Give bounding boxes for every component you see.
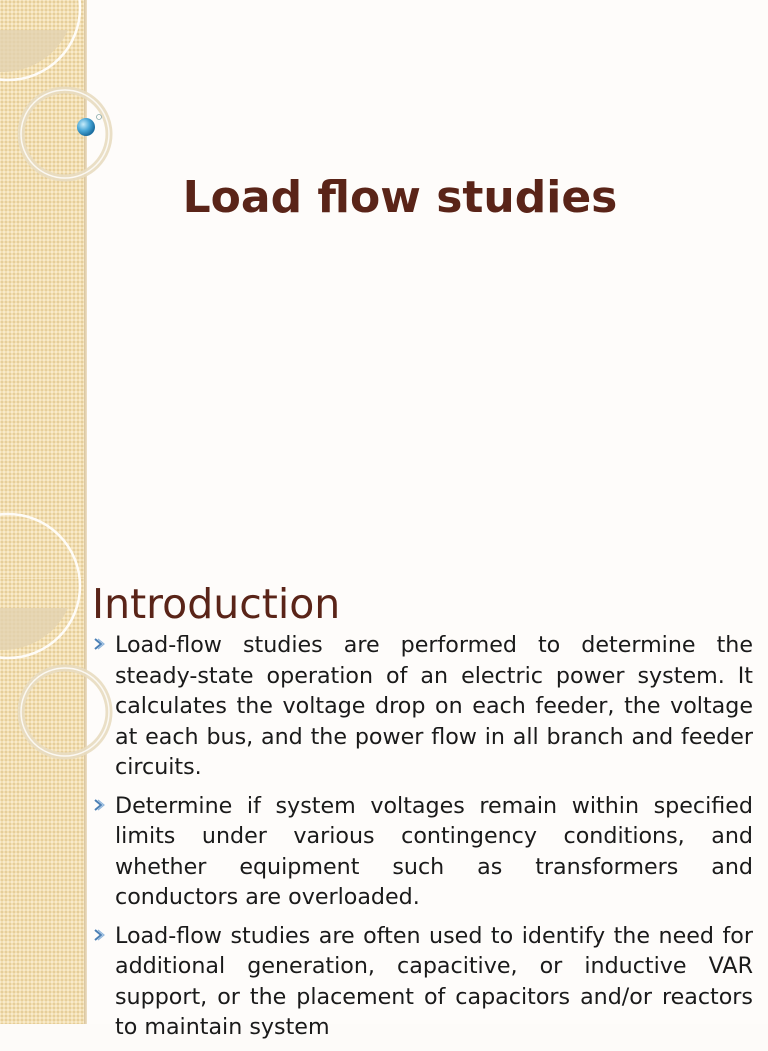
bullet-arrow-icon	[92, 637, 106, 651]
decorative-rings	[0, 0, 140, 200]
bullet-item	[92, 921, 753, 1043]
bullet-item	[92, 630, 753, 783]
bullet-list	[92, 630, 753, 1051]
ring-fill	[0, 30, 68, 72]
slide-heading: Introduction	[92, 580, 341, 628]
bullet-arrow-icon	[92, 798, 106, 812]
slide-title-text: Load flow studies	[182, 172, 618, 223]
bullet-text: Determine if system voltages remain within specified limits under various contingency conditions, and whether equipment such as transformers and conductors are overloaded.	[115, 792, 753, 910]
bullet-item	[92, 791, 753, 913]
ring-middle-highlight	[21, 90, 109, 178]
bullet-text: Load-flow studies are often used to identify the need for additional generation, capacitive, or inductive VAR support, or the placement of capacitors and/or reactors to maintain system	[115, 922, 753, 1040]
orb-small-icon	[97, 115, 102, 120]
bullet-arrow-icon	[92, 928, 106, 942]
orb-icon	[77, 118, 95, 136]
slide-introduction	[0, 578, 768, 1040]
ring-fill	[0, 608, 68, 650]
bullet-text: Load-flow studies are performed to determine the steady-state operation of an electric power system. It calculates the voltage drop on each feeder, the voltage at each bus, and the power flow in all branch and feeder circuits.	[115, 632, 753, 780]
